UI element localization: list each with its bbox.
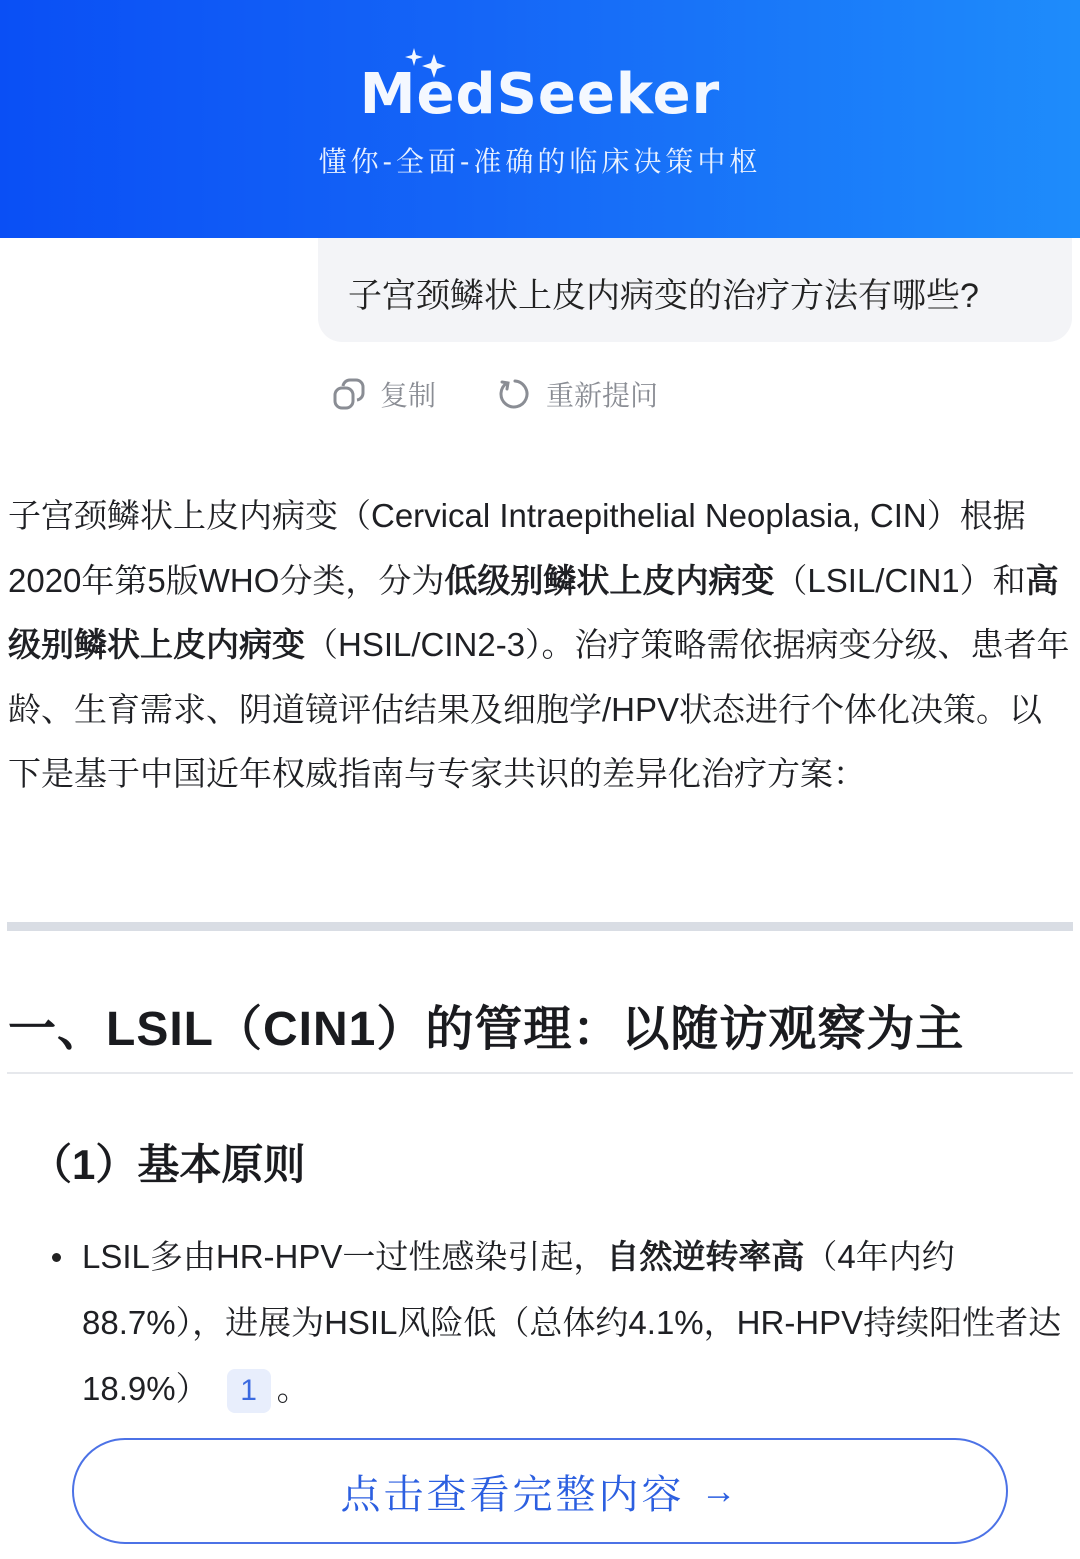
user-message-text: 子宫颈鳞状上皮内病变的治疗方法有哪些? — [348, 277, 979, 315]
citation-badge[interactable]: 1 — [227, 1369, 271, 1413]
answer-text: （HSIL/CIN2-3）。治疗策略需依据病变分级、患者年龄、生育需求、阴道镜评估结果及细胞学/HPV状态进行个体化决策。以下是基于中国近年权威指南与专家共识的差异化治疗方案： — [8, 626, 1070, 792]
bullet-bold-text: 自然逆转率高 — [606, 1238, 805, 1275]
bullet-text: （4年内约88.7%），进展为HSIL风险低（总体约4.1%，HR-HPV持续阳性者达18.9%） — [82, 1238, 1062, 1407]
app-logo: MedSeeker — [359, 62, 721, 127]
answer-bold-lsil: 低级别鳞状上皮内病变 — [444, 561, 775, 599]
view-full-label: 点击查看完整内容 — [340, 1472, 685, 1517]
view-full-content-button[interactable] — [72, 1438, 1008, 1544]
app-tagline: 懂你-全面-准确的临床决策中枢 — [318, 146, 762, 177]
app-header — [0, 0, 1080, 238]
arrow-right-icon: → — [700, 1470, 740, 1511]
copy-button[interactable] — [332, 374, 436, 414]
section-heading: 一、LSIL（CIN1）的管理：以随访观察为主 — [8, 1003, 965, 1056]
bullet-icon — [52, 1253, 61, 1262]
list-item — [40, 1224, 1070, 1422]
user-message-bubble — [318, 238, 1072, 342]
bullet-text: LSIL多由HR-HPV一过性感染引起， — [82, 1238, 607, 1275]
subsection-heading: （1）基本原则 — [30, 1141, 306, 1188]
bullet-text: 。 — [276, 1370, 310, 1407]
regenerate-button[interactable] — [498, 374, 658, 414]
copy-icon — [332, 377, 366, 411]
section-divider — [7, 922, 1073, 931]
answer-bold-hsil: 高级别鳞状上皮内病变 — [8, 561, 1059, 663]
bullet-list — [40, 1224, 1070, 1422]
answer-intro-paragraph — [8, 484, 1072, 807]
heading-underline — [7, 1072, 1073, 1074]
answer-text: （LSIL/CIN1）和 — [774, 561, 1026, 599]
answer-text: 子宫颈鳞状上皮内病变（Cervical Intraepithelial Neoplasia, CIN）根据2020年第5版WHO分类，分为 — [8, 497, 1026, 599]
refresh-icon — [498, 377, 532, 411]
message-actions — [332, 372, 658, 416]
regenerate-label: 重新提问 — [546, 380, 659, 411]
copy-label: 复制 — [380, 380, 437, 411]
